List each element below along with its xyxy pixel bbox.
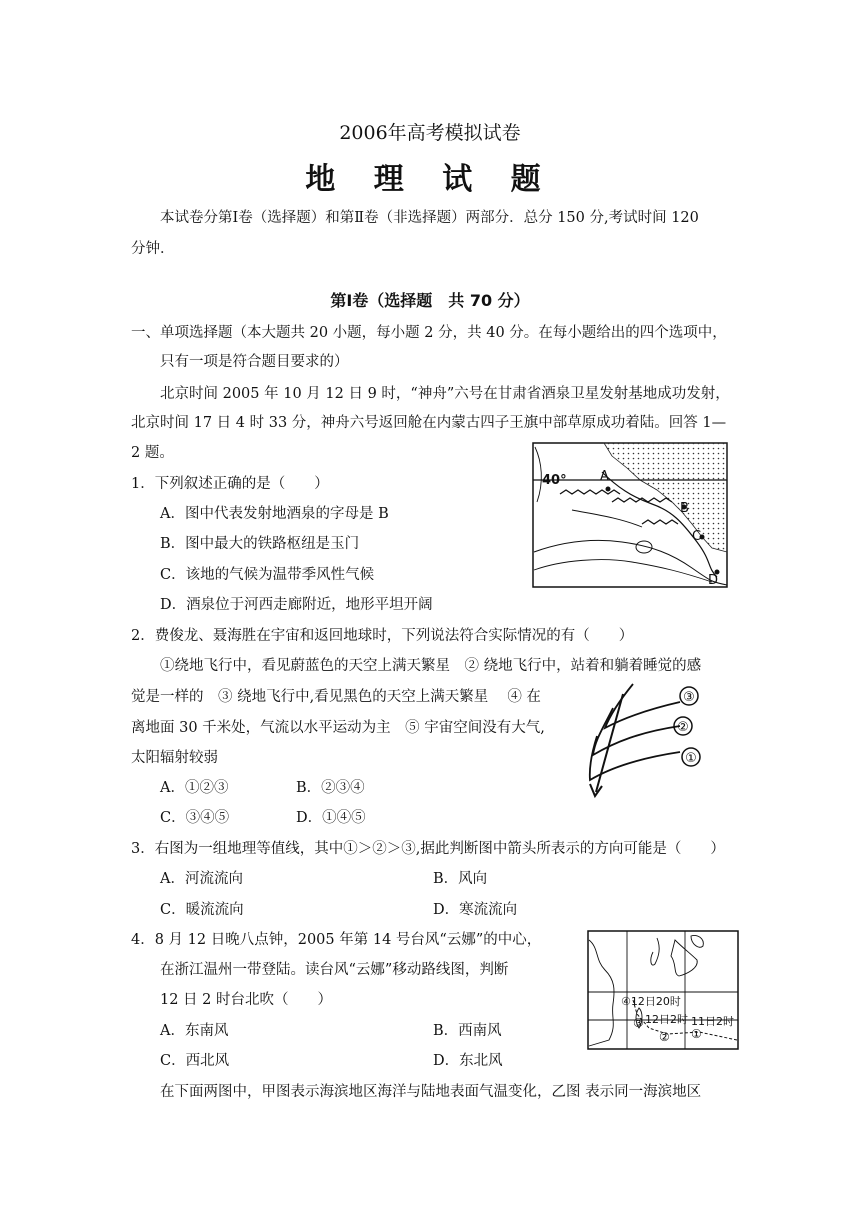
q1-option-b: B．图中最大的铁路枢纽是玉门 — [160, 536, 360, 552]
q3-stem: 3．右图为一组地理等值线，其中①＞②＞③,据此判断图中箭头所表示的方向可能是（ ） — [131, 841, 725, 857]
q4-stem-1: 4．8 月 12 日晚八点钟，2005 年第 14 号台风“云娜”的中心， — [131, 932, 542, 948]
exam-title: 2006年高考模拟试卷 — [339, 122, 521, 144]
intro-line-2: 分钟． — [131, 241, 175, 257]
part1-instruction-2: 只有一项是符合题目要求的） — [160, 354, 349, 370]
q2-statement-2: 觉是一样的 ③ 绕地飞行中,看见黑色的天空上满天繁星 ④ 在 — [131, 689, 541, 705]
q2-option-d: D．①④⑤ — [296, 810, 366, 826]
passage2-line-1: 在下面两图中，甲图表示海滨地区海洋与陆地表面气温变化，乙图 表示同一海滨地区 — [160, 1084, 702, 1100]
q4-option-a: A．东南风 — [160, 1023, 229, 1039]
q4-stem-3: 12 日 2 时台北吹（ ） — [160, 992, 333, 1008]
q4-option-d: D．东北风 — [433, 1053, 503, 1069]
q4-option-c: C．西北风 — [160, 1053, 230, 1069]
isoline-label-2: ② — [677, 720, 689, 735]
section-title: 第Ⅰ卷（选择题 共 70 分） — [330, 291, 530, 310]
q1-option-a: A．图中代表发射地酒泉的字母是 B — [160, 506, 389, 522]
typhoon-label-3: ③ — [633, 1016, 644, 1030]
typhoon-label-1: ① — [691, 1027, 702, 1041]
map-point-a: A — [600, 469, 609, 484]
q4-option-b: B．西南风 — [433, 1023, 502, 1039]
isoline-label-3: ③ — [683, 690, 695, 705]
q2-option-c: C．③④⑤ — [160, 810, 230, 826]
intro-line-1: 本试卷分第Ⅰ卷（选择题）和第Ⅱ卷（非选择题）两部分．总分 150 分,考试时间 120 — [160, 210, 699, 226]
q2-option-b: B．②③④ — [296, 780, 365, 796]
q3-option-a: A．河流流向 — [160, 871, 243, 887]
typhoon-label-11-2: 11日2时 — [691, 1015, 734, 1028]
q2-option-a: A．①②③ — [160, 780, 229, 796]
typhoon-track-map — [587, 930, 739, 1050]
map-point-b: B — [680, 501, 689, 516]
isoline-figure — [585, 680, 705, 802]
subject-title: 地 理 试 题 — [305, 162, 555, 197]
typhoon-label-2: ② — [659, 1030, 670, 1044]
passage1-line-3: 2 题。 — [131, 445, 174, 461]
q2-statement-3: 离地面 30 千米处，气流以水平运动为主 ⑤ 宇宙空间没有大气, — [131, 720, 545, 736]
part1-instruction-1: 一、单项选择题（本大题共 20 小题，每小题 2 分，共 40 分。在每小题给出的四个选项中， — [131, 325, 727, 341]
passage1-line-2: 北京时间 17 日 4 时 33 分，神舟六号返回舱在内蒙古四子王旗中部草原成功着陆。回答 1— — [131, 415, 727, 431]
map-point-c: C — [692, 529, 702, 544]
typhoon-label-12-20: ④12日20时 — [621, 995, 681, 1008]
q1-stem: 1．下列叙述正确的是（ ） — [131, 476, 329, 492]
passage1-line-1: 北京时间 2005 年 10 月 12 日 9 时，“神舟”六号在甘肃省酒泉卫星发射基地成功发射， — [160, 386, 730, 402]
q4-stem-2: 在浙江温州一带登陆。读台风“云娜”移动路线图，判断 — [160, 962, 509, 978]
q2-stem: 2．费俊龙、聂海胜在宇宙和返回地球时，下列说法符合实际情况的有（ ） — [131, 628, 634, 644]
q3-option-d: D．寒流流向 — [433, 902, 518, 918]
q2-statement-1: ①绕地飞行中，看见蔚蓝色的天空上满天繁星 ② 绕地飞行中，站着和躺着睡觉的感 — [160, 658, 702, 674]
latitude-label: 40° — [542, 473, 567, 488]
isoline-label-1: ① — [685, 751, 697, 766]
q3-option-b: B．风向 — [433, 871, 488, 887]
map-point-d: D — [708, 573, 719, 588]
q3-option-c: C．暖流流向 — [160, 902, 244, 918]
q2-statement-4: 太阳辐射较弱 — [131, 750, 218, 766]
q1-option-d: D．酒泉位于河西走廊附近，地形平坦开阔 — [160, 597, 433, 613]
typhoon-label-12-2: 12日2时 — [645, 1013, 688, 1026]
hexi-corridor-map — [532, 442, 728, 588]
q1-option-c: C．该地的气候为温带季风性气候 — [160, 567, 375, 583]
